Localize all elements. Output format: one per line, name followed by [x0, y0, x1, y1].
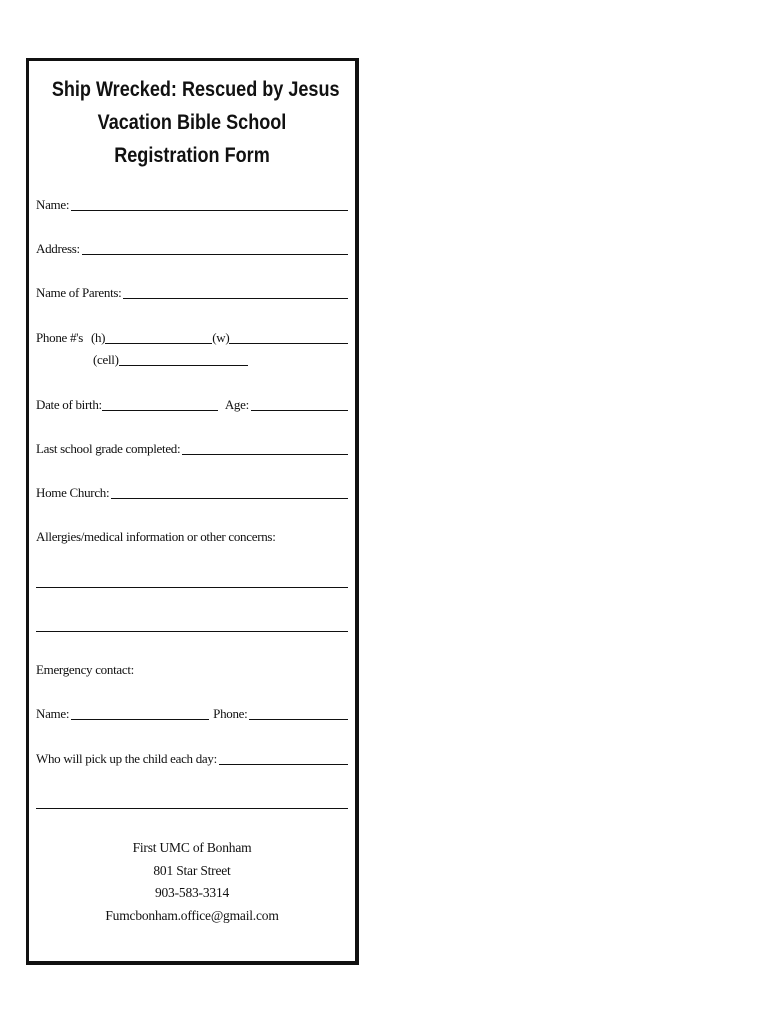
church-field[interactable]	[111, 486, 348, 499]
emergency-label: Emergency contact:	[36, 662, 134, 677]
address-row	[36, 241, 348, 257]
allergies-label: Allergies/medical information or other concerns:	[36, 529, 276, 544]
allergies-line-1	[36, 575, 348, 590]
age-field[interactable]	[251, 398, 348, 411]
emergency-name-label: Name:	[36, 706, 70, 721]
phone-work-field[interactable]	[229, 331, 348, 344]
church-label: Home Church:	[36, 485, 110, 500]
footer-street: 801 Star Street	[153, 862, 231, 878]
dob-field[interactable]	[102, 398, 218, 411]
form-title	[51, 73, 340, 172]
dob-label: Date of birth:	[36, 397, 102, 412]
phone-cell-row	[93, 352, 248, 368]
footer-phone: 903-583-3314	[154, 885, 230, 900]
phone-cell-field[interactable]	[119, 353, 248, 366]
allergies-line-2	[36, 619, 348, 634]
emergency-name-field[interactable]	[71, 707, 209, 720]
phone-label: Phone #'s	[36, 330, 83, 345]
emergency-phone-label: Phone:	[213, 706, 248, 721]
phone-cell-label: (cell)	[93, 352, 119, 367]
allergies-field-2[interactable]	[36, 619, 348, 632]
registration-form-card	[26, 58, 359, 965]
pickup-field-2[interactable]	[36, 796, 348, 809]
allergies-field-1[interactable]	[36, 575, 348, 588]
footer-org: First UMC of Bonham	[132, 840, 252, 855]
emergency-phone-field[interactable]	[249, 707, 348, 720]
age-label: Age:	[224, 397, 249, 412]
emergency-contact-row	[36, 706, 348, 722]
contact-footer	[29, 837, 355, 927]
title-line-1: Ship Wrecked: Rescued by Jesus	[51, 78, 340, 101]
footer-email: Fumcbonham.office@gmail.com	[105, 907, 279, 923]
allergies-row	[36, 529, 348, 545]
parents-field[interactable]	[123, 286, 348, 299]
grade-row	[36, 441, 348, 457]
parents-row	[36, 285, 348, 301]
address-label: Address:	[36, 241, 80, 256]
emergency-row	[36, 662, 348, 678]
title-line-3: Registration Form	[114, 144, 270, 167]
pickup-label: Who will pick up the child each day:	[36, 751, 217, 766]
parents-label: Name of Parents:	[36, 285, 122, 300]
address-field[interactable]	[82, 242, 348, 255]
title-line-2: Vacation Bible School	[97, 111, 287, 134]
church-row	[36, 485, 348, 501]
pickup-field[interactable]	[219, 752, 348, 765]
grade-field[interactable]	[182, 442, 348, 455]
name-row	[36, 197, 348, 213]
phone-work-label: (w)	[212, 330, 230, 345]
pickup-line-2	[36, 796, 348, 811]
dob-row	[36, 397, 348, 413]
phone-row	[36, 330, 348, 346]
name-label: Name:	[36, 197, 70, 212]
pickup-row	[36, 751, 348, 767]
grade-label: Last school grade completed:	[36, 441, 181, 456]
phone-home-field[interactable]	[105, 331, 212, 344]
name-field[interactable]	[71, 198, 348, 211]
phone-home-label: (h)	[90, 330, 106, 345]
